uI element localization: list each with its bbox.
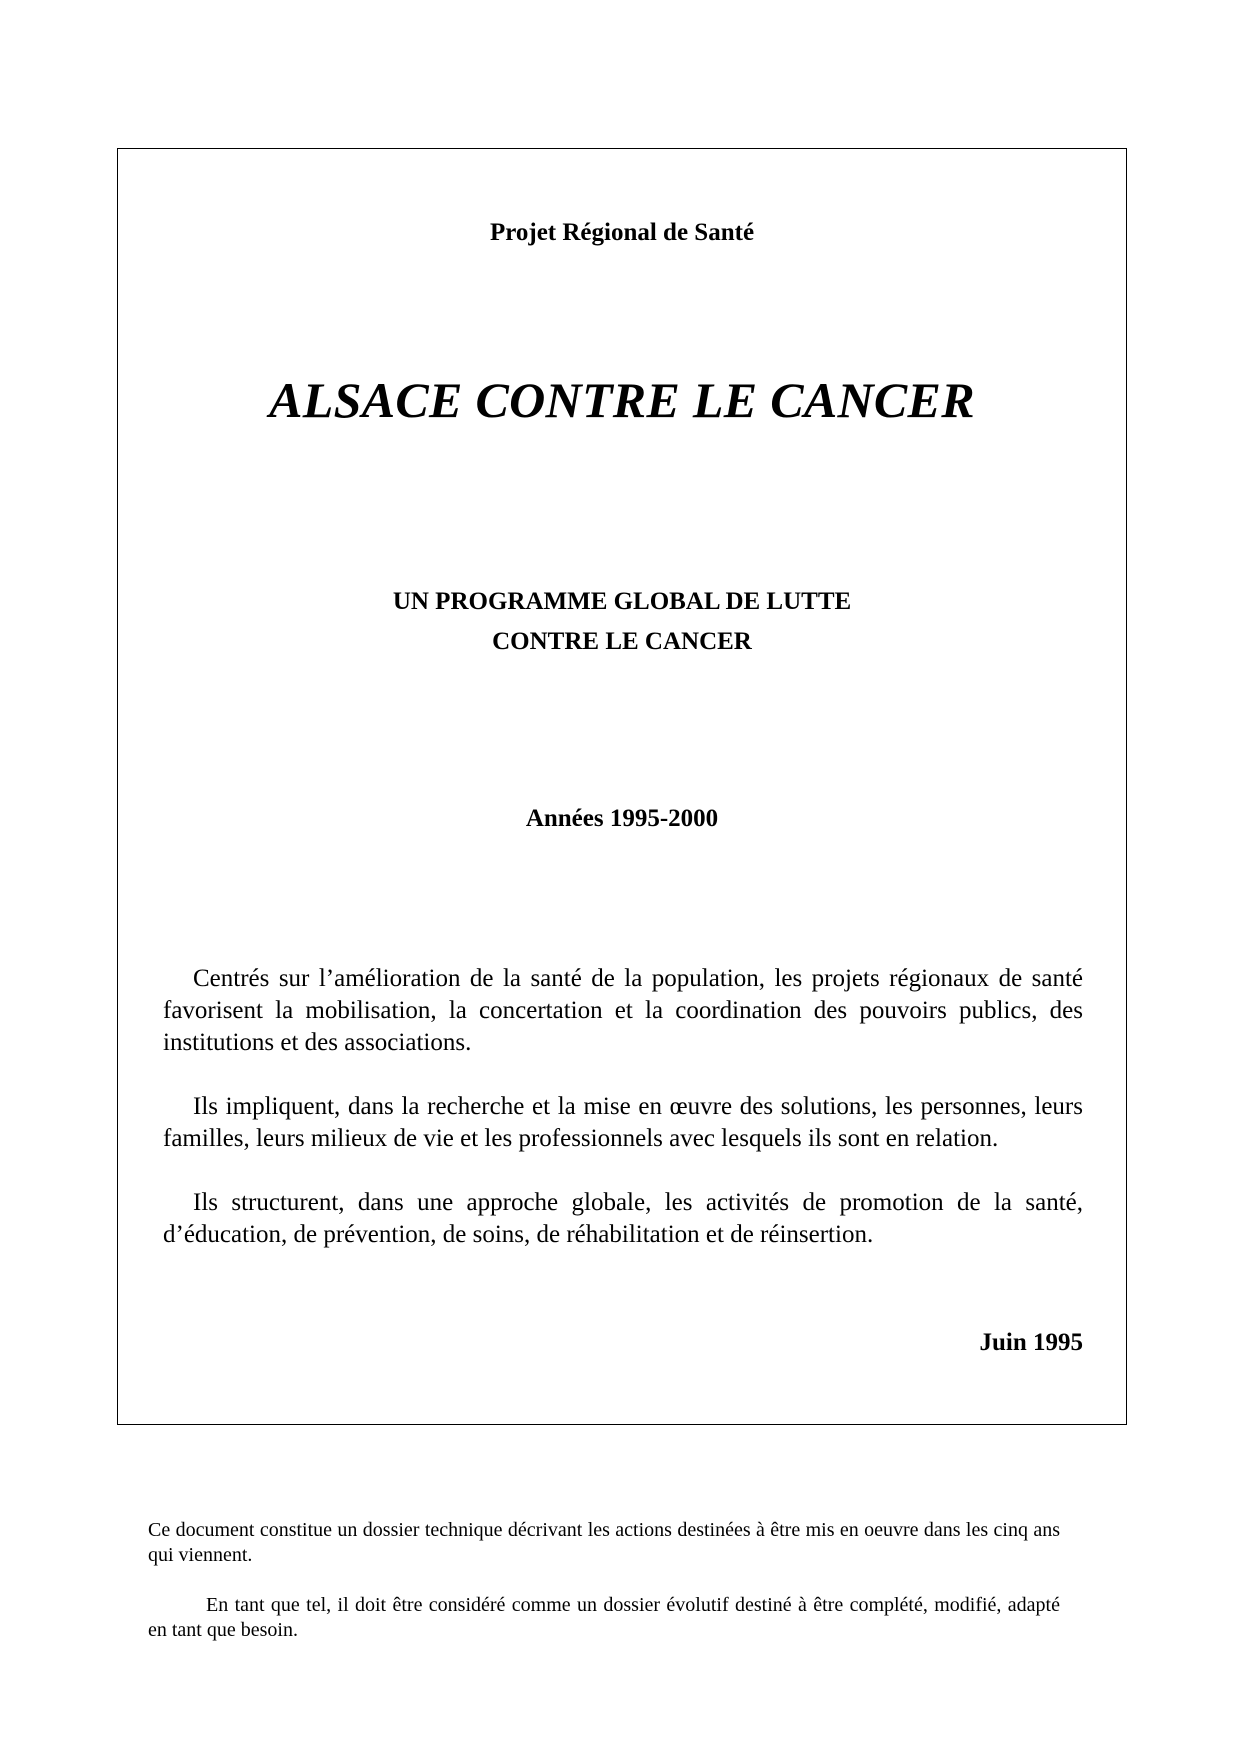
subtitle-line-2: CONTRE LE CANCER bbox=[492, 628, 752, 655]
note-paragraph: En tant que tel, il doit être considéré comme un dossier évolutif destiné à être complété, modifié, adapté en tant que besoin. bbox=[148, 1594, 1060, 1641]
cover-frame bbox=[117, 148, 1127, 1425]
document-title: ALSACE CONTRE LE CANCER bbox=[269, 372, 975, 428]
publication-date: Juin 1995 bbox=[979, 1329, 1083, 1356]
subtitle bbox=[118, 582, 1126, 662]
paragraph: Ils structurent, dans une approche globale, les activités de promotion de la santé, d’éducation, de prévention, de soins, de réhabilitation et de réinsertion. bbox=[163, 1189, 1083, 1248]
introduction-text bbox=[163, 963, 1083, 1283]
paragraph: Centrés sur l’amélioration de la santé de la population, les projets régionaux de santé favorisent la mobilisation, la concertation et la coordination des pouvoirs publics, des institutions et des associations. bbox=[163, 965, 1083, 1056]
subtitle-line-1: UN PROGRAMME GLOBAL DE LUTTE bbox=[392, 588, 852, 615]
note-paragraph: Ce document constitue un dossier technique décrivant les actions destinées à être mis en oeuvre dans les cinq ans qui viennent. bbox=[148, 1519, 1060, 1566]
footnote-block bbox=[148, 1518, 1060, 1668]
years-range: Années 1995-2000 bbox=[525, 805, 719, 832]
supertitle: Projet Régional de Santé bbox=[489, 219, 755, 246]
paragraph: Ils impliquent, dans la recherche et la mise en œuvre des solutions, les personnes, leurs familles, leurs milieux de vie et les professionnels avec lesquels ils sont en relation. bbox=[163, 1093, 1083, 1152]
